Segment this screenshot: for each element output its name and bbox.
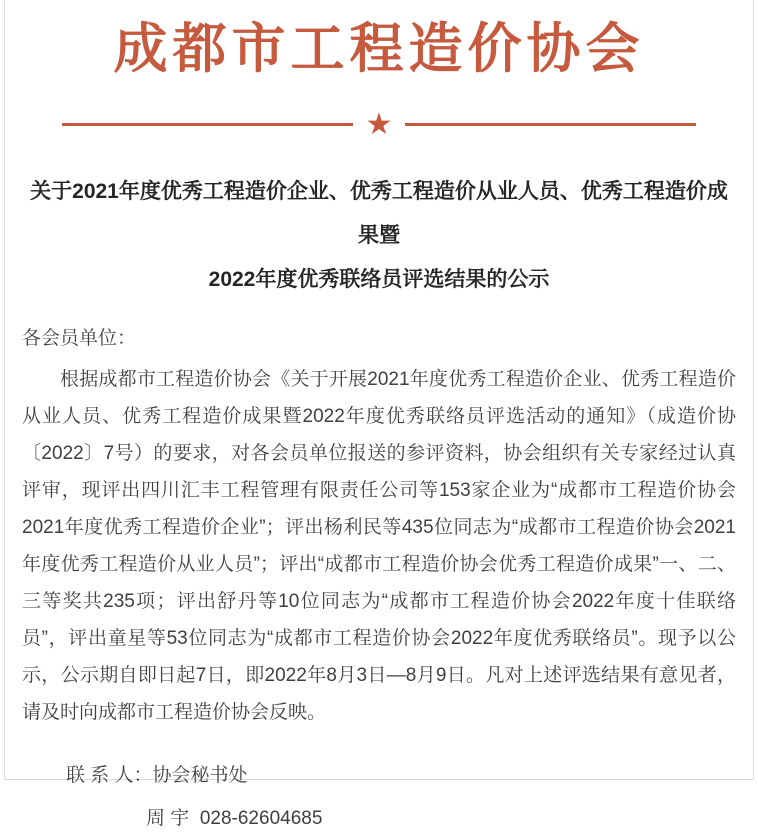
title-divider <box>62 107 696 141</box>
org-title: 成都市工程造价协会 <box>113 19 645 79</box>
contact-label-line: 联 系 人：协会秘书处 <box>66 764 248 786</box>
star-icon: ★ <box>365 107 393 141</box>
divider-line-right <box>405 123 696 126</box>
salutation: 各会员单位： <box>22 327 137 349</box>
announcement-page <box>4 0 754 829</box>
announcement-title-line2: 2022年度优秀联络员评选结果的公示 <box>208 267 550 291</box>
divider-line-left <box>62 123 353 126</box>
announcement-title <box>22 170 736 302</box>
announcement-body: 根据成都市工程造价协会《关于开展2021年度优秀工程造价企业、优秀工程造价从业人员、优秀工程造价成果暨2022年度优秀联络员评选活动的通知》（成造价协〔2022〕7号）的要求，对各会员单位报送的参评资料，协会组织有关专家经过认真评审，现评出四川汇丰工程管理有限责任公司等153家企业为“成都市工程造价协会2021年度优秀工程造价企业”；评出杨利民等435位同志为“成都市工程造价协会2021年度优秀工程造价从业人员”；评出“成都市工程造价协会优秀工程造价成果”一、二、三等奖共235项；评出舒丹等10位同志为“成都市工程造价协会2022年度十佳联络员”，评出童星等53位同志为“成都市工程造价协会2022年度优秀联络员”。现予以公示，公示期自即日起7日，即2022年8月3日—8月9日。凡对上述评选结果有意见者，请及时向成都市工程造价协会反映。 <box>22 368 736 723</box>
announcement-title-line1: 关于2021年度优秀工程造价企业、优秀工程造价从业人员、优秀工程造价成果暨 <box>30 179 728 247</box>
contact-block <box>22 757 736 837</box>
contact-person-line: 周 宇 028-62604685 <box>146 807 323 829</box>
